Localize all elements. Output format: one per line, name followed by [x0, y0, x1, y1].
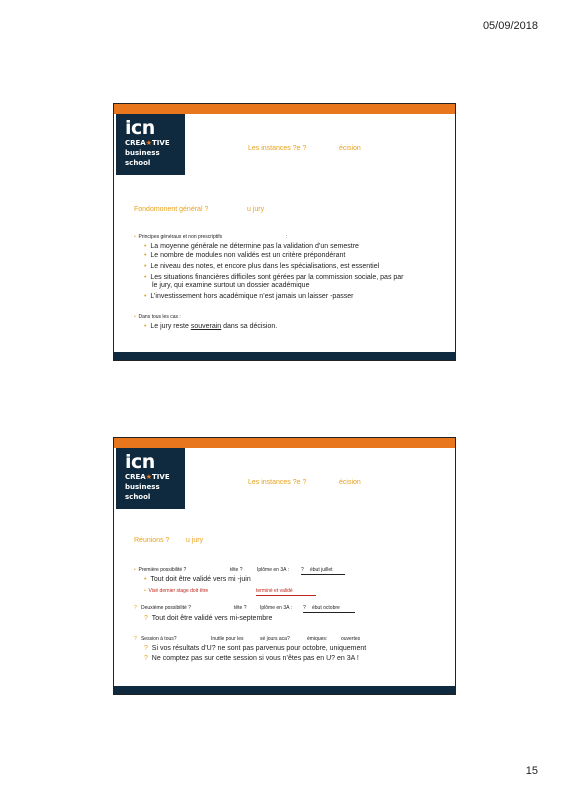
bullet-dot: •: [134, 234, 139, 240]
list-item-continuation: le jury, qui examine surtout un dossier académique: [152, 282, 310, 289]
list-item-text: Les situations financières difficiles sont gérées par la commission sociale, pas par: [150, 274, 404, 281]
second-q: ?: [134, 605, 137, 611]
list-item: [144, 293, 353, 301]
logo-crea: CREA: [125, 139, 146, 147]
slide-bottom-bar: [114, 352, 455, 360]
second-line-q: ?: [144, 615, 148, 622]
session-line: [144, 655, 359, 663]
section-heading-b: u jury: [186, 537, 204, 544]
underline-rule: [301, 574, 345, 575]
bullet-dot: •: [144, 576, 151, 583]
logo-star: ★: [145, 473, 153, 481]
session-b: Inutile pour les: [211, 636, 244, 642]
list-item: [144, 243, 359, 251]
underline-rule: [303, 612, 355, 613]
red-note-b: terminé et validé: [256, 588, 293, 594]
second-line-text: Tout doit être validé vers mi-septembre: [151, 615, 273, 622]
logo-school: school: [125, 493, 151, 501]
first-possibility-c: Iplôme en 3A :: [257, 567, 289, 573]
first-possibility-d: ?: [301, 567, 304, 573]
bullet-dot: •: [144, 243, 151, 250]
bullet-dot: •: [144, 293, 151, 300]
bullet-dot: •: [134, 314, 139, 320]
logo-crea: CREA: [125, 473, 146, 481]
dans-label: Dans tous les cas :: [138, 314, 181, 320]
second-possibility-d: ?: [303, 605, 306, 611]
bullet-dot: •: [144, 323, 151, 330]
list-item: [144, 252, 345, 260]
second-possibility-b: tête ?: [234, 605, 247, 611]
slide-title-part-a: Les instances ?e ?: [248, 479, 307, 486]
first-possibility-b: tête ?: [230, 567, 243, 573]
first-line: [144, 576, 251, 584]
session-e: ouvertes: [341, 636, 361, 642]
principles-colon: :: [286, 234, 288, 240]
dans-line: [134, 314, 181, 320]
first-line-text: Tout doit être validé vers mi -juin: [150, 576, 251, 583]
slide-top-bar: [114, 104, 455, 114]
session-label: Session à tous?: [140, 636, 177, 642]
list-item-text: Le niveau des notes, et encore plus dans les spécialisations, est essentiel: [150, 263, 380, 270]
list-item: [144, 263, 379, 271]
final-text-c: dans sa décision.: [221, 323, 278, 330]
page-date: 05/09/2018: [482, 20, 538, 32]
principles-label: Principes généraux et non prescriptifs: [138, 234, 223, 240]
icn-logo: [116, 448, 185, 509]
bullet-dot: •: [144, 274, 151, 281]
principles-line: [134, 234, 222, 240]
bullet-dot: •: [144, 252, 151, 259]
logo-icn-text: icn: [125, 117, 155, 139]
section-heading-b: u jury: [247, 206, 265, 213]
second-possibility-a: [134, 605, 191, 611]
session-line-q: ?: [144, 655, 148, 662]
logo-school: school: [125, 159, 151, 167]
logo-icn-text: icn: [125, 451, 155, 473]
session-a: [134, 636, 177, 642]
red-note-a-text: Visé dernier stage doit être: [148, 588, 209, 594]
list-item-text: L’investissement hors académique n’est jamais un laisser -passer: [150, 293, 354, 300]
final-line: [144, 323, 277, 331]
logo-tive: TIVE: [152, 139, 170, 147]
list-item-text: La moyenne générale ne détermine pas la validation d’un semestre: [150, 243, 359, 250]
red-note-a: [144, 588, 208, 594]
slide-bottom-bar: [114, 686, 455, 694]
session-line-text: Si vos résultats d’U? ne sont pas parvenus pour octobre, uniquement: [151, 645, 367, 652]
bullet-dot: •: [144, 588, 149, 594]
second-possibility-c: Iplôme en 3A :: [260, 605, 292, 611]
logo-business: business: [125, 149, 160, 157]
list-item-text: Le nombre de modules non validés est un critère prépondérant: [150, 252, 346, 259]
page-number: 15: [525, 765, 538, 777]
logo-business: business: [125, 483, 160, 491]
bullet-dot: •: [134, 567, 139, 573]
logo-tive: TIVE: [152, 473, 170, 481]
slide-title-part-b: écision: [339, 479, 361, 486]
second-line: [144, 615, 272, 623]
session-line-q: ?: [144, 645, 148, 652]
session-line: [144, 645, 366, 653]
first-possibility-a: [134, 567, 186, 573]
logo-creative: [125, 139, 170, 147]
section-heading-a: Réunions ?: [134, 537, 170, 544]
final-text-a: Le jury reste: [150, 323, 191, 330]
slide-top-bar: [114, 438, 455, 448]
final-text-underlined: souverain: [190, 323, 222, 330]
session-d: émiques:: [307, 636, 328, 642]
list-item: [144, 274, 404, 282]
bullet-dot: •: [144, 263, 151, 270]
icn-logo: [116, 114, 185, 175]
session-c: sé jours aca?: [260, 636, 290, 642]
second-possibility-label: Deuxième possibilité ?: [140, 605, 191, 611]
section-heading-a: Fondomonent général ?: [134, 206, 209, 213]
second-possibility-e: ébut octobre: [312, 605, 340, 611]
red-underline-rule: [256, 595, 316, 596]
slide-1: [113, 103, 456, 361]
first-possibility-label: Première possibilité ?: [138, 567, 187, 573]
logo-star: ★: [145, 139, 153, 147]
logo-creative: [125, 473, 170, 481]
session-line-text: Ne comptez pas sur cette session si vous n’êtes pas en U? en 3A !: [151, 655, 359, 662]
first-possibility-e: ébut juillet: [310, 567, 333, 573]
slide-title-part-b: écision: [339, 145, 361, 152]
session-q: ?: [134, 636, 137, 642]
slide-2: [113, 437, 456, 695]
slide-title-part-a: Les instances ?e ?: [248, 145, 307, 152]
